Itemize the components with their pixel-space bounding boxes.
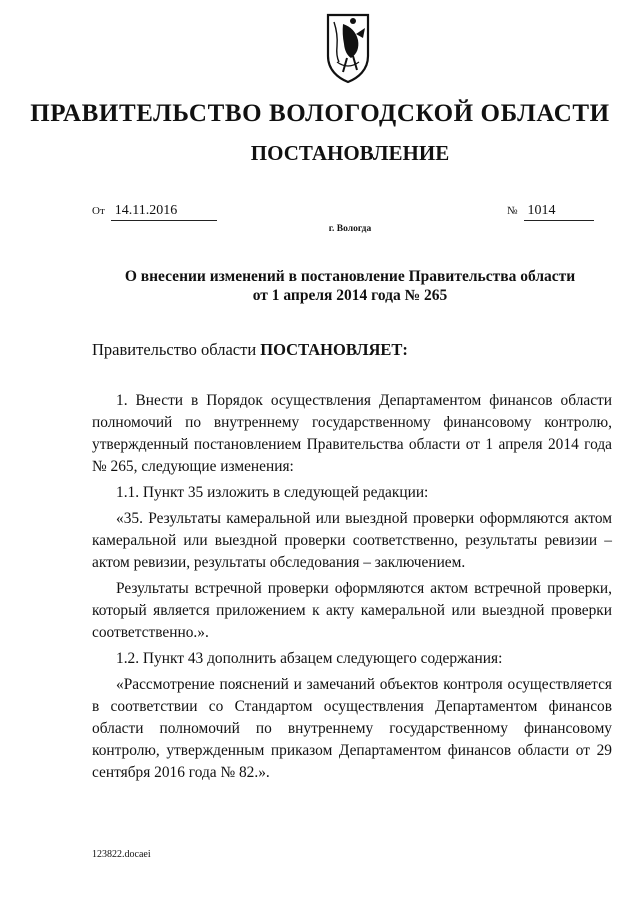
document-subject: [0, 267, 640, 305]
preamble-resolves: ПОСТАНОВЛЯЕТ:: [260, 340, 408, 359]
date-value: 14.11.2016: [111, 203, 217, 221]
paragraph-1-1: 1.1. Пункт 35 изложить в следующей редакции:: [116, 484, 429, 501]
city-label: г. Вологда: [328, 224, 372, 234]
subject-line-1: О внесении изменений в постановление Правительства области: [124, 268, 576, 285]
number-label: №: [507, 205, 518, 217]
document-type: ПОСТАНОВЛЕНИЕ: [250, 141, 450, 165]
document-body: [92, 390, 612, 784]
organization-title: ПРАВИТЕЛЬСТВО ВОЛОГОДСКОЙ ОБЛАСТИ: [30, 100, 610, 127]
preamble-text: Правительство области: [92, 340, 261, 359]
number-line: [507, 203, 594, 221]
preamble: [92, 340, 408, 360]
paragraph-1: 1. Внести в Порядок осуществления Департаментом финансов области полномочий по внутреннему государственному финансовому контролю, утвержденный постановлением Правительства области от 1 апреля 2014 года № 265, следующие изменения:: [92, 392, 612, 475]
number-value: 1014: [524, 203, 594, 221]
coat-of-arms-icon: [325, 12, 371, 84]
paragraph-counter-check: Результаты встречной проверки оформляются актом встречной проверки, который является приложением к акту камеральной или выездной проверки соответственно.».: [92, 580, 612, 641]
subject-line-2: от 1 апреля 2014 года № 265: [252, 287, 448, 304]
paragraph-point-35: «35. Результаты камеральной или выездной проверки оформляются актом камеральной или выездной проверки соответственно, результаты ревизии – актом ревизии, результаты обследования – заключением.: [92, 510, 612, 571]
file-code: 123822.docaei: [92, 849, 151, 860]
paragraph-point-43: «Рассмотрение пояснений и замечаний объектов контроля осуществляется в соответствии со Стандартом осуществления Департаментом финансов области полномочий по внутреннему государственному финансовому контролю, утвержденным приказом Департаментом финансов области от 29 сентября 2016 года № 82.».: [92, 676, 612, 781]
date-label: От: [92, 205, 105, 217]
paragraph-1-2: 1.2. Пункт 43 дополнить абзацем следующего содержания:: [116, 650, 503, 667]
date-line: [92, 203, 217, 221]
